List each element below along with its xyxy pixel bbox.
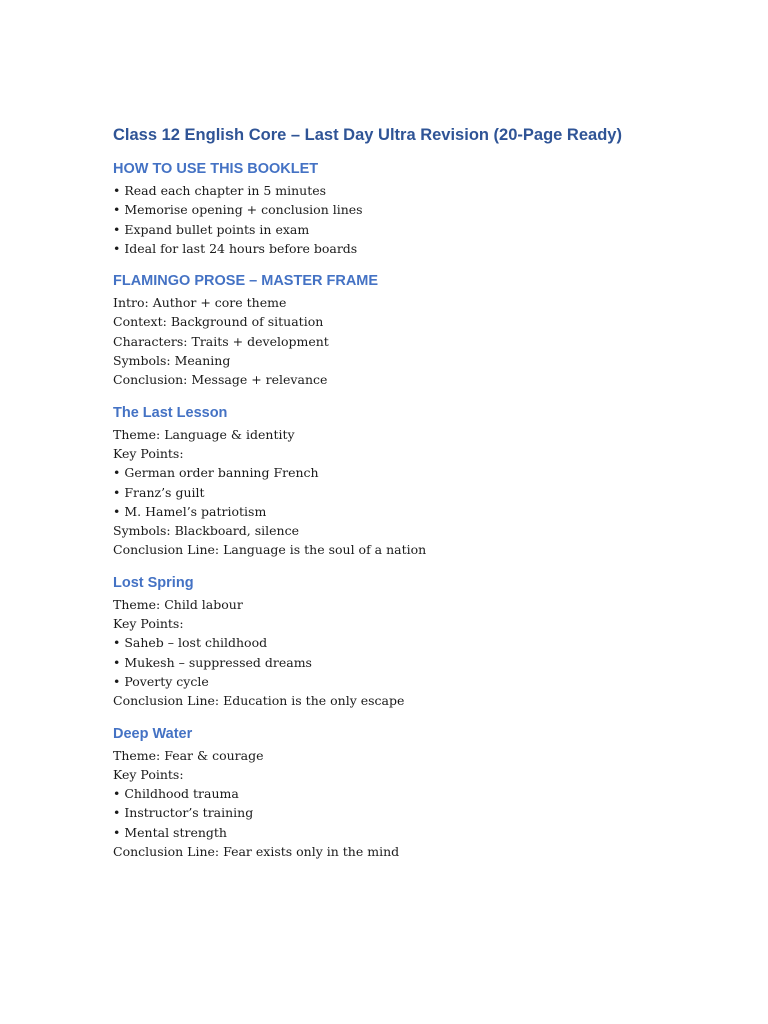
- text-line: • Read each chapter in 5 minutes: [113, 183, 327, 198]
- text-line: • Instructor’s training: [113, 805, 254, 821]
- document-title: Class 12 English Core – Last Day Ultra Revision (20-Page Ready): [113, 126, 622, 144]
- section-the-last-lesson: [113, 402, 733, 560]
- section-deep-water: [113, 723, 733, 862]
- text-line: Key Points:: [113, 766, 184, 782]
- section-heading: Deep Water: [113, 725, 193, 742]
- text-line: Conclusion Line: Language is the soul of a nation: [113, 542, 427, 558]
- document-page: [113, 122, 733, 861]
- text-line: Context: Background of situation: [113, 314, 324, 330]
- text-line: • Ideal for last 24 hours before boards: [113, 240, 358, 256]
- text-line: Key Points:: [113, 445, 184, 461]
- text-line: Theme: Fear & courage: [113, 747, 264, 763]
- text-line: • Franz’s guilt: [113, 484, 205, 500]
- section-lines: [113, 746, 733, 862]
- section-heading: The Last Lesson: [113, 404, 228, 421]
- section-heading: FLAMINGO PROSE – MASTER FRAME: [113, 273, 379, 290]
- text-line: • Saheb – lost childhood: [113, 635, 268, 651]
- section-lines: [113, 293, 733, 389]
- section-lost-spring: [113, 572, 733, 711]
- text-line: Conclusion Line: Fear exists only in the mind: [113, 844, 400, 860]
- text-line: • German order banning French: [113, 465, 319, 481]
- text-line: • Expand bullet points in exam: [113, 221, 310, 237]
- text-line: Key Points:: [113, 616, 184, 632]
- section-flamingo-prose: [113, 270, 733, 389]
- text-line: Characters: Traits + development: [113, 333, 329, 349]
- section-lines: [113, 595, 733, 711]
- text-line: • Mental strength: [113, 824, 227, 840]
- text-line: Conclusion: Message + relevance: [113, 372, 328, 388]
- section-heading: Lost Spring: [113, 574, 194, 591]
- section-lines: [113, 181, 733, 258]
- text-line: • Memorise opening + conclusion lines: [113, 202, 363, 218]
- text-line: • Poverty cycle: [113, 673, 209, 689]
- section-how-to-use: [113, 158, 733, 258]
- section-heading: HOW TO USE THIS BOOKLET: [113, 161, 319, 177]
- text-line: Conclusion Line: Education is the only escape: [113, 693, 405, 709]
- text-line: Theme: Language & identity: [113, 426, 295, 442]
- section-lines: [113, 425, 733, 560]
- text-line: • Mukesh – suppressed dreams: [113, 654, 312, 670]
- text-line: • Childhood trauma: [113, 786, 239, 802]
- text-line: Symbols: Meaning: [113, 353, 231, 369]
- text-line: Symbols: Blackboard, silence: [113, 523, 299, 539]
- text-line: Intro: Author + core theme: [113, 295, 287, 311]
- text-line: Theme: Child labour: [113, 596, 243, 612]
- text-line: • M. Hamel’s patriotism: [113, 503, 267, 519]
